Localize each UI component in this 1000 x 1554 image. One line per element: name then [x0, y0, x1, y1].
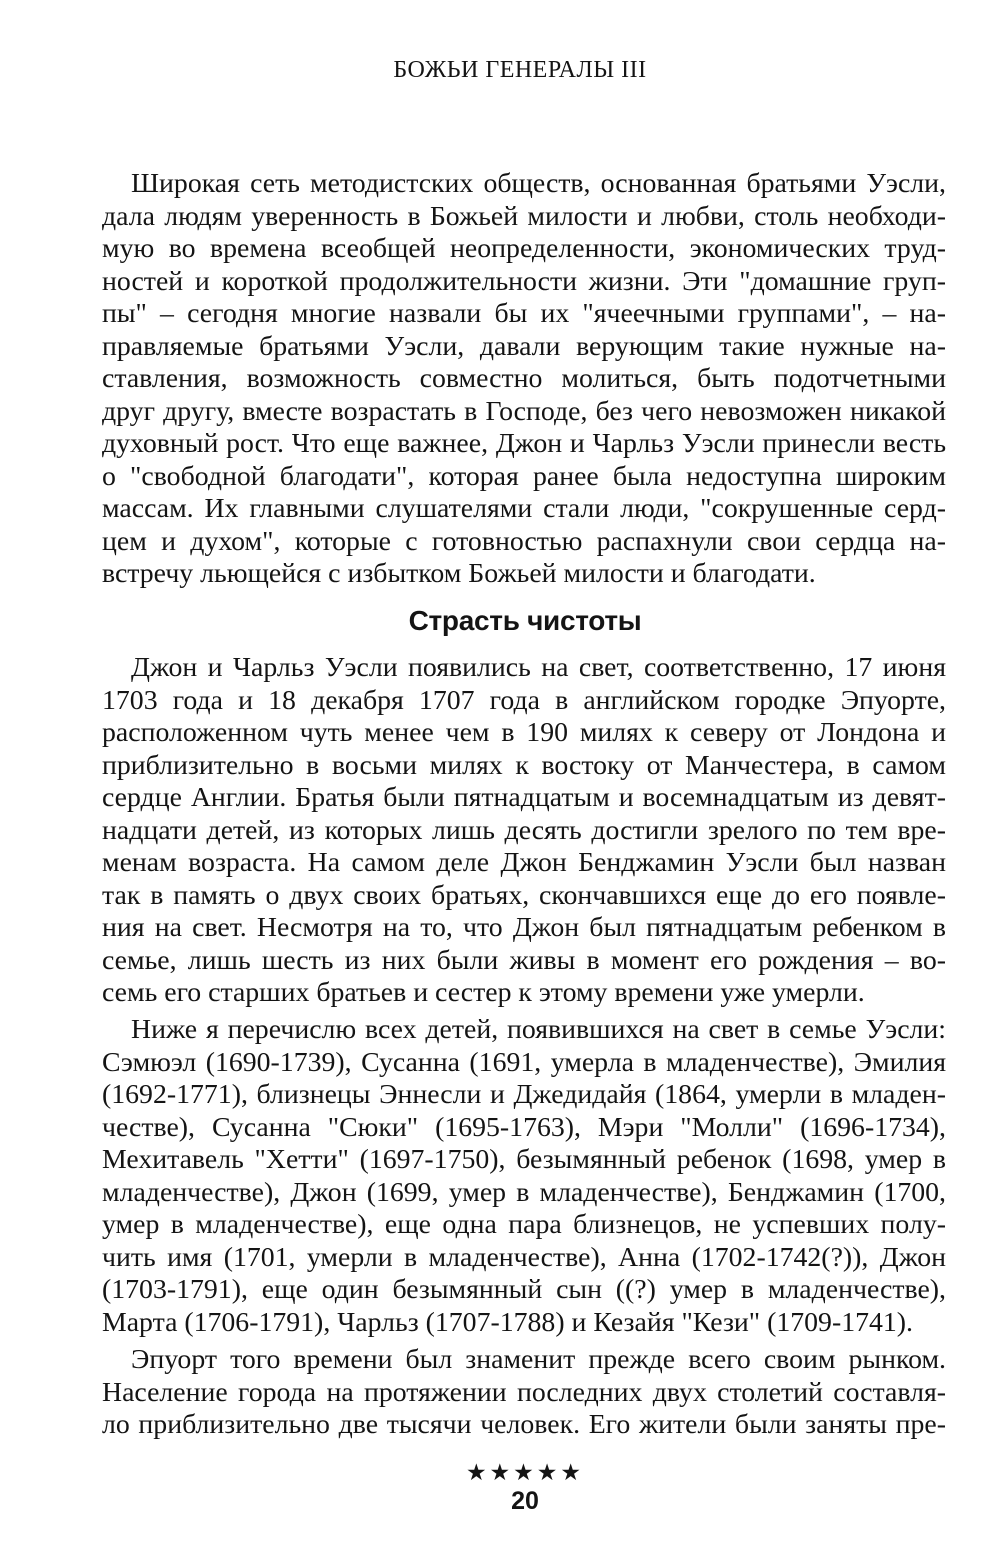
text-line: честве), Сусанна "Сюки" (1695-1763), Мэри "Молли" (1696-1734), — [102, 1111, 946, 1143]
section-heading: Страсть чистоты — [408, 605, 642, 636]
text-line: Джон и Чарльз Уэсли появились на свет, соответственно, 17 июня — [131, 652, 946, 683]
text-line: духовный рост. Что еще важнее, Джон и Чарльз Уэсли принесли весть — [102, 428, 946, 459]
text-line: надцати детей, из которых лишь десять достигли зрелого по тем вре- — [102, 814, 946, 846]
text-line: Ниже я перечислю всех детей, появившихся на свет в семье Уэсли: — [131, 1014, 946, 1045]
page-number: 20 — [511, 1487, 539, 1515]
text-line: (1692-1771), близнецы Эннесли и Джедидайя (1864, умерли в младен- — [102, 1079, 946, 1110]
text-line: о "свободной благодати", которая ранее была недоступна широким — [102, 460, 946, 492]
text-line: расположенном чуть менее чем в 190 милях к северу от Лондона и — [102, 717, 946, 748]
text-line: (1703-1791), еще один безымянный сын ((?) умер в младенчестве), — [102, 1274, 946, 1305]
text-line: цем и духом", которые с готовностью распахнули свои сердца на- — [102, 525, 946, 557]
running-header: БОЖЬИ ГЕНЕРАЛЫ III — [393, 57, 647, 83]
text-line: правляемые братьями Уэсли, давали верующим такие нужные на- — [102, 330, 946, 362]
text-line: массам. Их главными слушателями стали люди, "сокрушенные серд- — [102, 493, 946, 524]
text-line: пы" – сегодня многие назвали бы их "ячеечными группами", – на- — [102, 298, 946, 329]
text-line: сердце Англии. Братья были пятнадцатым и восемнадцатым из девят- — [102, 782, 946, 813]
text-line: младенчестве), Джон (1699, умер в младенчестве), Бенджамин (1700, — [102, 1176, 946, 1208]
text-line: Сэмюэл (1690-1739), Сусанна (1691, умерла в младенчестве), Эмилия — [102, 1046, 946, 1078]
text-line: Марта (1706-1791), Чарльз (1707-1788) и Кезайя "Кези" (1709-1741). — [102, 1306, 914, 1338]
text-line: так в память о двух своих братьях, скончавшихся еще до его появле- — [102, 879, 946, 911]
text-line: Широкая сеть методистских обществ, основанная братьями Уэсли, — [131, 168, 946, 199]
text-line: умер в младенчестве), еще одна пара близнецов, не успевших полу- — [102, 1209, 946, 1240]
text-line: ставления, возможность совместно молиться, быть подотчетными — [102, 363, 946, 394]
text-line: Население города на протяжении последних двух столетий составля- — [102, 1376, 946, 1408]
text-line: мую во времена всеобщей неопределенности, экономических труд- — [102, 233, 946, 264]
text-line: семь его старших братьев и сестер к этому времени уже умерли. — [102, 977, 865, 1008]
text-line: дала людям уверенность в Божьей милости и любви, столь необходи- — [102, 200, 946, 232]
text-line: приблизительно в восьми милях к востоку от Манчестера, в самом — [102, 749, 946, 781]
text-line: Эпуорт того времени был знаменит прежде всего своим рынком. — [131, 1344, 946, 1375]
text-line: ло приблизительно две тысячи человек. Его жители были заняты пре- — [102, 1409, 946, 1440]
text-line: друг другу, вместе возрастать в Господе, без чего невозможен никакой — [102, 395, 946, 427]
text-line: семье, лишь шесть из них были живы в момент его рождения – во- — [102, 944, 946, 976]
text-line: менам возраста. На самом деле Джон Бенджамин Уэсли был назван — [102, 847, 946, 878]
text-line: ния на свет. Несмотря на то, что Джон был пятнадцатым ребенком в — [102, 912, 946, 943]
text-line: чить имя (1701, умерли в младенчестве), Анна (1702-1742(?)), Джон — [102, 1241, 946, 1273]
star-ornament: ★★★★★ — [465, 1460, 585, 1486]
text-line: 1703 года и 18 декабря 1707 года в английском городке Эпуорте, — [102, 684, 946, 716]
text-line: встречу льющейся с избытком Божьей милости и благодати. — [102, 558, 816, 589]
text-line: Мехитавель "Хетти" (1697-1750), безымянный ребенок (1698, умер в — [102, 1144, 946, 1175]
text-line: ностей и короткой продолжительности жизни. Эти "домашние груп- — [102, 265, 946, 297]
